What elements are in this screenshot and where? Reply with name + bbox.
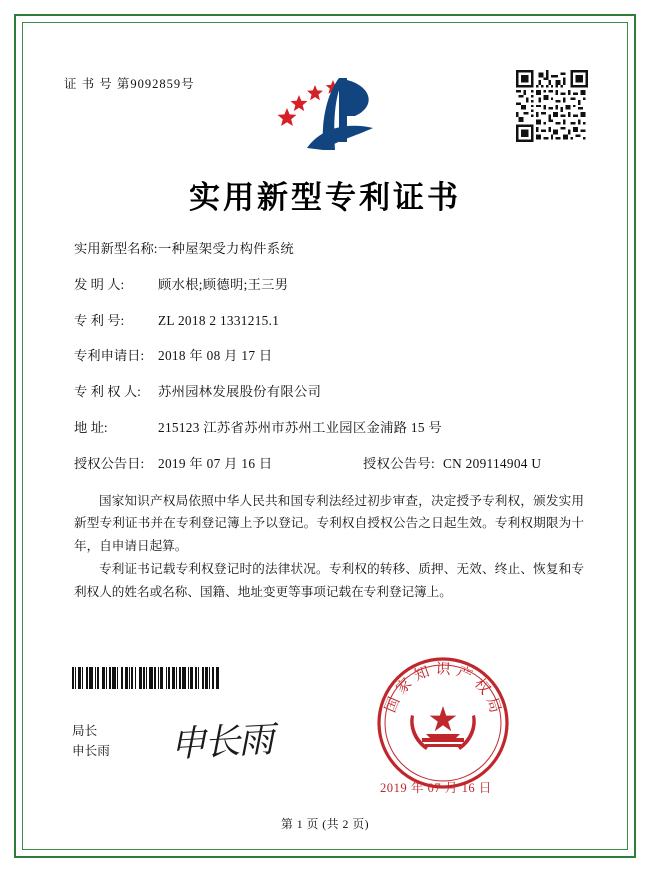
field-value: 顾水根;顾德明;王三男 bbox=[158, 276, 289, 292]
field-label: 授权公告日: bbox=[74, 455, 145, 471]
patent-office-logo-icon bbox=[277, 70, 387, 160]
field-row-grant-announcement bbox=[74, 455, 588, 472]
handwritten-signature: 申长雨 bbox=[169, 719, 274, 765]
certificate-content bbox=[22, 22, 628, 850]
field-label: 专利申请日: bbox=[74, 348, 145, 364]
field-value: 一种屋架受力构件系统 bbox=[158, 241, 294, 256]
field-row-application-date bbox=[74, 347, 588, 364]
official-seal-icon bbox=[374, 654, 512, 792]
field-value-secondary: CN 209114904 U bbox=[442, 455, 542, 471]
field-value: 苏州园林发展股份有限公司 bbox=[158, 384, 322, 400]
field-row-patentee bbox=[74, 383, 588, 400]
qr-code-icon bbox=[516, 70, 588, 142]
field-label: 发 明 人: bbox=[74, 276, 125, 292]
field-row-utility-model-name bbox=[74, 240, 588, 257]
signature-block bbox=[72, 722, 110, 761]
field-label: 专 利 号: bbox=[74, 312, 125, 328]
field-label: 地 址: bbox=[74, 419, 108, 435]
certificate-number: 证 书 号 第9092859号 bbox=[64, 77, 195, 91]
page-footer: 第 1 页 (共 2 页) bbox=[280, 817, 370, 831]
field-list bbox=[74, 240, 588, 490]
signature-name-label: 申长雨 bbox=[72, 743, 110, 758]
field-row-address bbox=[74, 419, 588, 436]
legal-text bbox=[74, 490, 584, 604]
field-label-secondary: 授权公告号: bbox=[363, 455, 435, 471]
svg-text:国家知识产权局: 国家知识产权局 bbox=[382, 661, 505, 720]
page-title: 实用新型专利证书 bbox=[189, 180, 461, 215]
seal-date: 2019 年 07 月 16 日 bbox=[380, 781, 492, 795]
field-row-patent-number bbox=[74, 312, 588, 329]
paragraph-2: 专利证书记载专利权登记时的法律状况。专利权的转移、质押、无效、终止、恢复和专利权人的姓名或名称、国籍、地址变更等事项记载在专利登记簿上。 bbox=[74, 562, 584, 599]
paragraph-1: 国家知识产权局依照中华人民共和国专利法经过初步审查，决定授予专利权，颁发实用新型专利证书并在专利登记簿上予以登记。专利权自授权公告之日起生效。专利权期限为十年，自申请日起算。 bbox=[74, 494, 584, 553]
field-value: 2019 年 07 月 16 日 bbox=[158, 455, 273, 471]
field-label: 专 利 权 人: bbox=[74, 384, 141, 400]
barcode-icon bbox=[72, 667, 250, 689]
field-value: ZL 2018 2 1331215.1 bbox=[158, 312, 280, 328]
field-label: 实用新型名称: bbox=[74, 241, 158, 256]
field-value: 215123 江苏省苏州市苏州工业园区金浦路 15 号 bbox=[158, 419, 443, 435]
signature-role-label: 局长 bbox=[72, 724, 98, 738]
field-value: 2018 年 08 月 17 日 bbox=[158, 348, 273, 364]
field-row-inventor bbox=[74, 276, 588, 293]
